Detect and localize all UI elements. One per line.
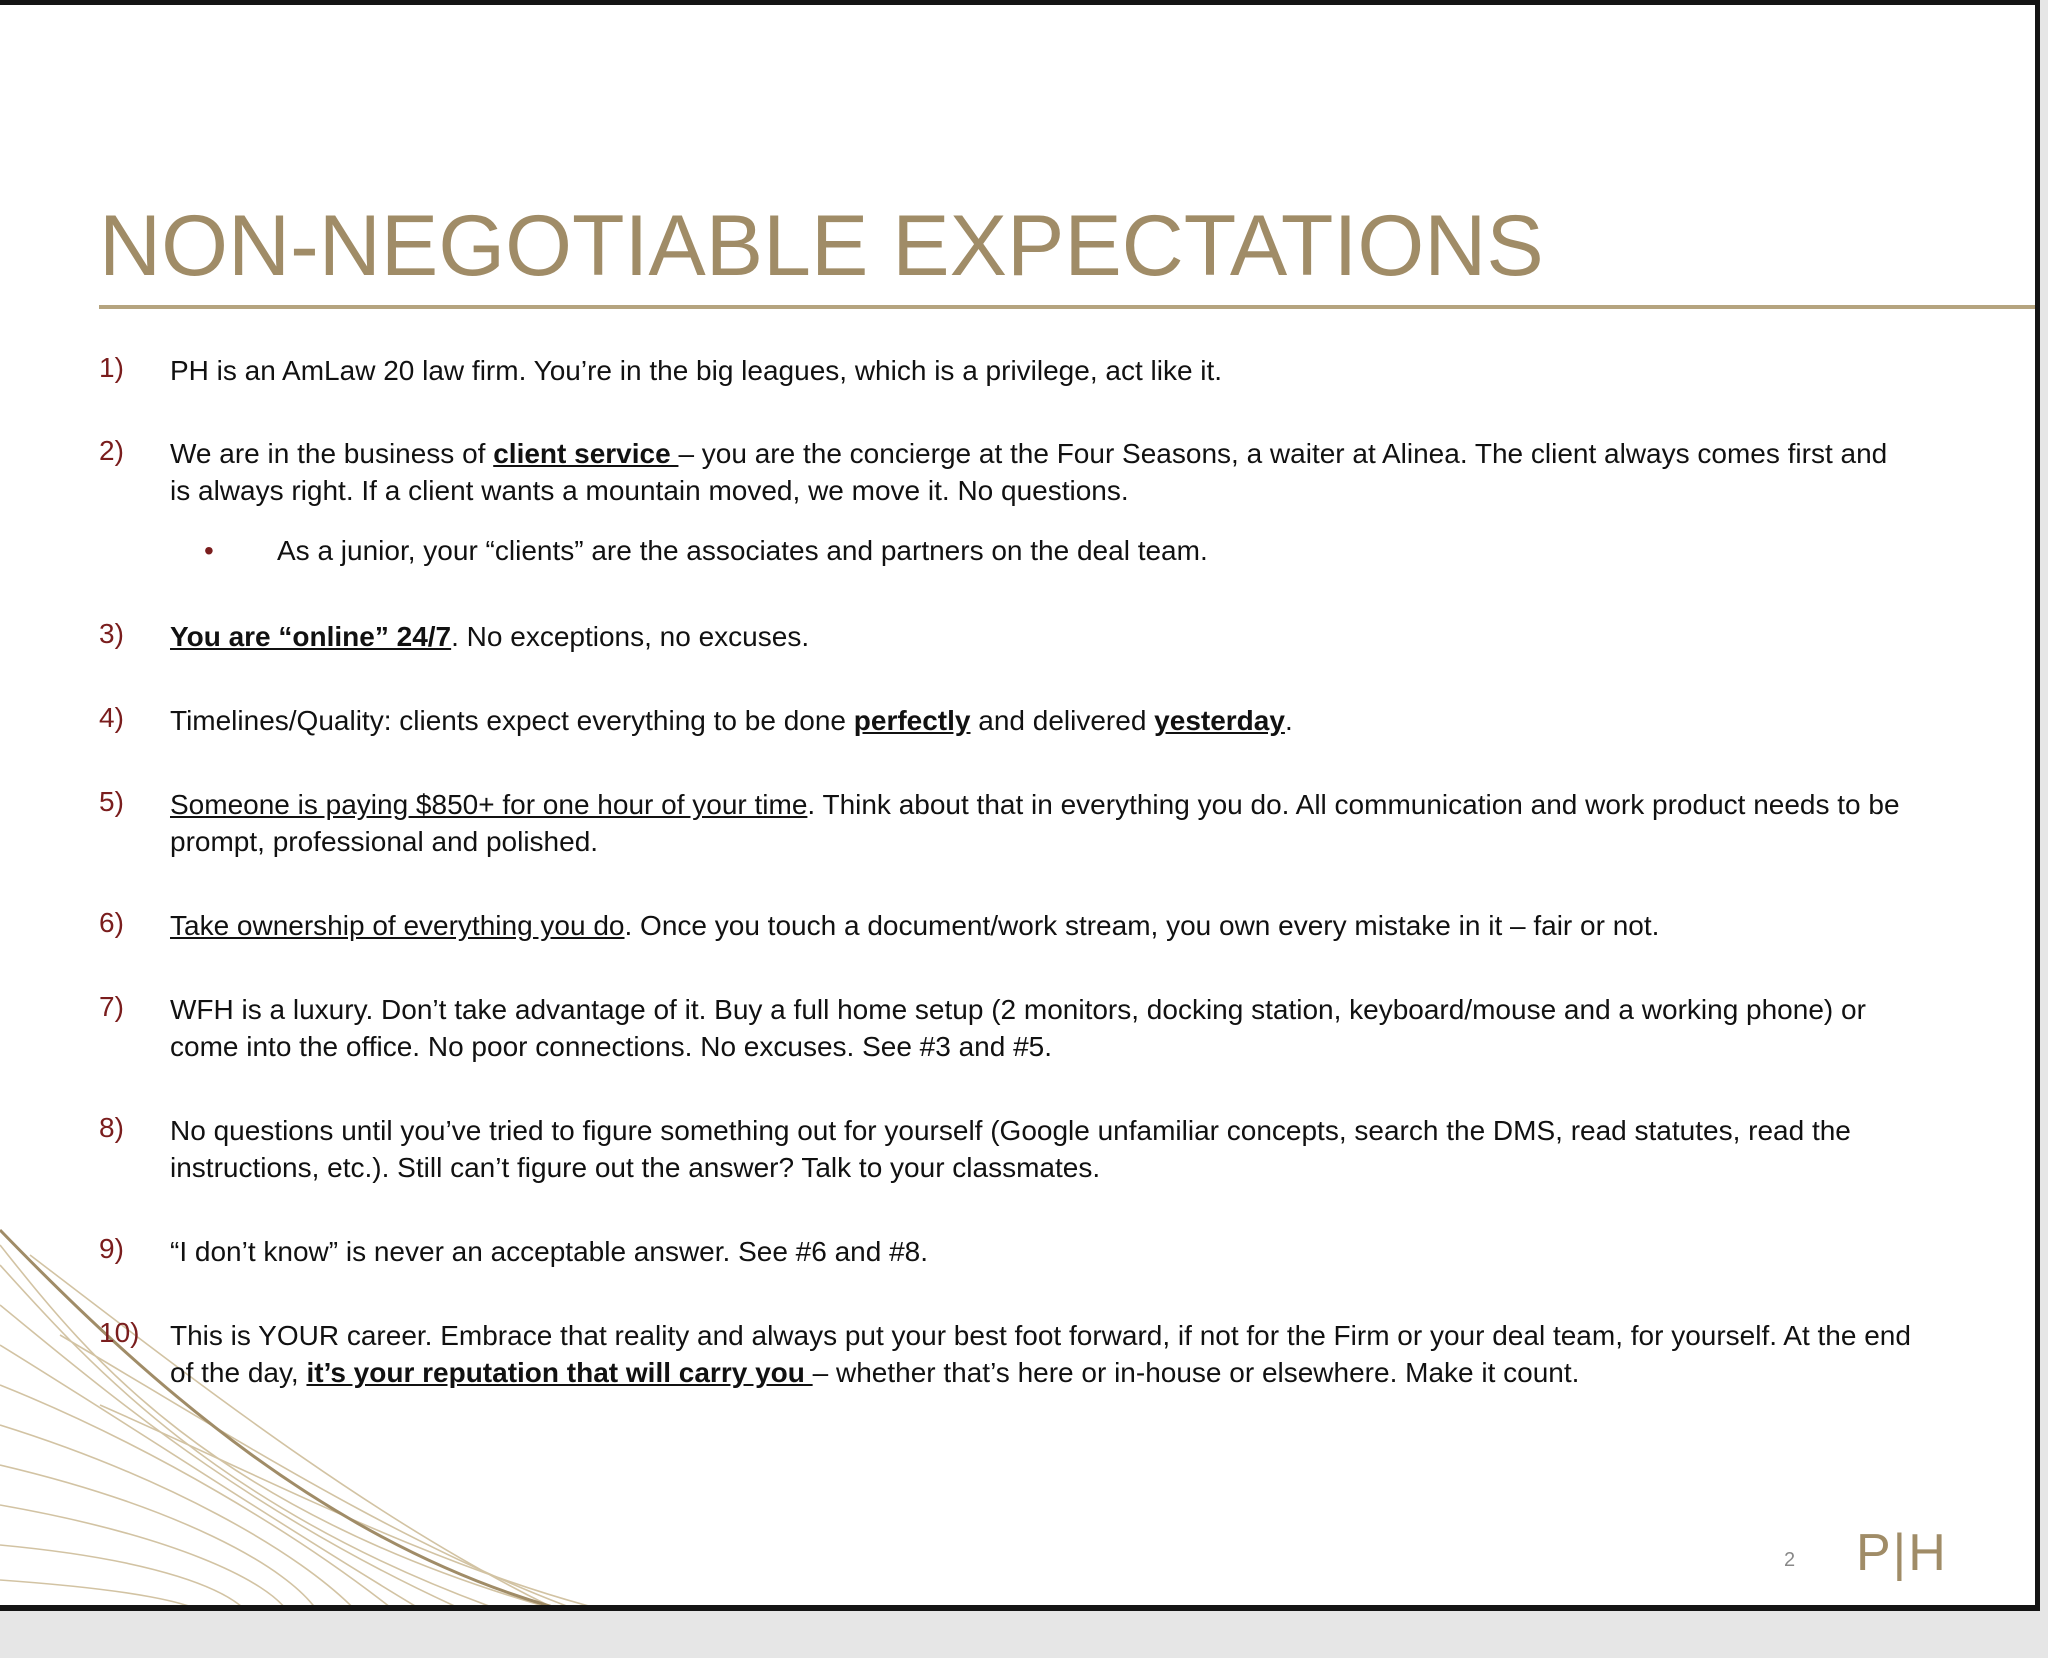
item-text <box>170 618 1912 655</box>
item-text <box>170 352 1912 389</box>
item-text-segment: . Think about that in everything you do. All communication and work product needs to be prompt, professional and polished. <box>170 789 1900 857</box>
item-number: 10) <box>99 1317 140 1348</box>
item-text-segment: “I don’t know” is never an acceptable answer. See #6 and #8. <box>170 1236 929 1267</box>
emphasis-reputation: it’s your reputation that will carry you <box>306 1357 813 1388</box>
page-number: 2 <box>1784 1549 1796 1571</box>
item-text <box>170 702 1912 739</box>
bullet-text: As a junior, your “clients” are the associates and partners on the deal team. <box>277 535 1208 566</box>
title-underline-rule <box>99 305 2039 309</box>
bullet-marker: • <box>204 535 214 566</box>
item-text <box>170 786 1912 860</box>
item-text-segment: We are in the business of <box>170 438 494 469</box>
emphasis-ownership: Take ownership of everything you do <box>170 910 625 941</box>
item-number: 5) <box>99 786 124 817</box>
firm-logo: P|H <box>1856 1524 1948 1582</box>
item-text-segment: This is YOUR career. Embrace that reality and always put your best foot forward, if not for the Firm or your deal team, for yourself. At the end of the day, <box>170 1320 1911 1388</box>
slide-title: NON-NEGOTIABLE EXPECTATIONS <box>99 198 1544 294</box>
item-text-segment: . Once you touch a document/work stream, you own every mistake in it – fair or not. <box>624 910 1660 941</box>
item-text-segment: – you are the concierge at the Four Seasons, a waiter at Alinea. The client always comes first and is always right. If a client wants a mountain moved, we move it. No questions. <box>170 438 1888 506</box>
item-number: 7) <box>99 991 124 1022</box>
item-text <box>170 1112 1912 1186</box>
item-number: 2) <box>99 435 124 466</box>
item-text-segment: . <box>1284 705 1293 736</box>
emphasis-client-service: client service <box>493 438 679 469</box>
item-number: 9) <box>99 1233 124 1264</box>
item-text-segment: – whether that’s here or in-house or elsewhere. Make it count. <box>812 1357 1580 1388</box>
emphasis-paying: Someone is paying $850+ for one hour of your time <box>170 789 808 820</box>
item-number: 3) <box>99 618 124 649</box>
item-text-segment: WFH is a luxury. Don’t take advantage of it. Buy a full home setup (2 monitors, docking station, keyboard/mouse and a working phone) or come into the office. No poor connections. No excuses. See #3 and #5. <box>170 994 1866 1062</box>
item-text <box>170 991 1912 1065</box>
emphasis-yesterday: yesterday <box>1154 705 1285 736</box>
item-text-segment: PH is an AmLaw 20 law firm. You’re in the big leagues, which is a privilege, act like it. <box>170 355 1223 386</box>
emphasis-perfectly: perfectly <box>853 705 971 736</box>
emphasis-online: You are “online” 24/7 <box>170 621 452 652</box>
item-text <box>170 907 1912 944</box>
item-number: 4) <box>99 702 124 733</box>
item-text-segment: and delivered <box>970 705 1155 736</box>
item-text <box>170 1317 1912 1391</box>
item-text <box>170 1233 1912 1270</box>
item-text-segment: Timelines/Quality: clients expect everything to be done <box>170 705 854 736</box>
item-number: 1) <box>99 352 124 383</box>
item-text <box>170 435 1912 509</box>
item-text-segment: No questions until you’ve tried to figure something out for yourself (Google unfamiliar concepts, search the DMS, read statutes, read the instructions, etc.). Still can’t figure out the answer? Talk to your classmates. <box>170 1115 1851 1183</box>
item-text-segment: . No exceptions, no excuses. <box>451 621 810 652</box>
item-number: 6) <box>99 907 124 938</box>
item-number: 8) <box>99 1112 124 1143</box>
